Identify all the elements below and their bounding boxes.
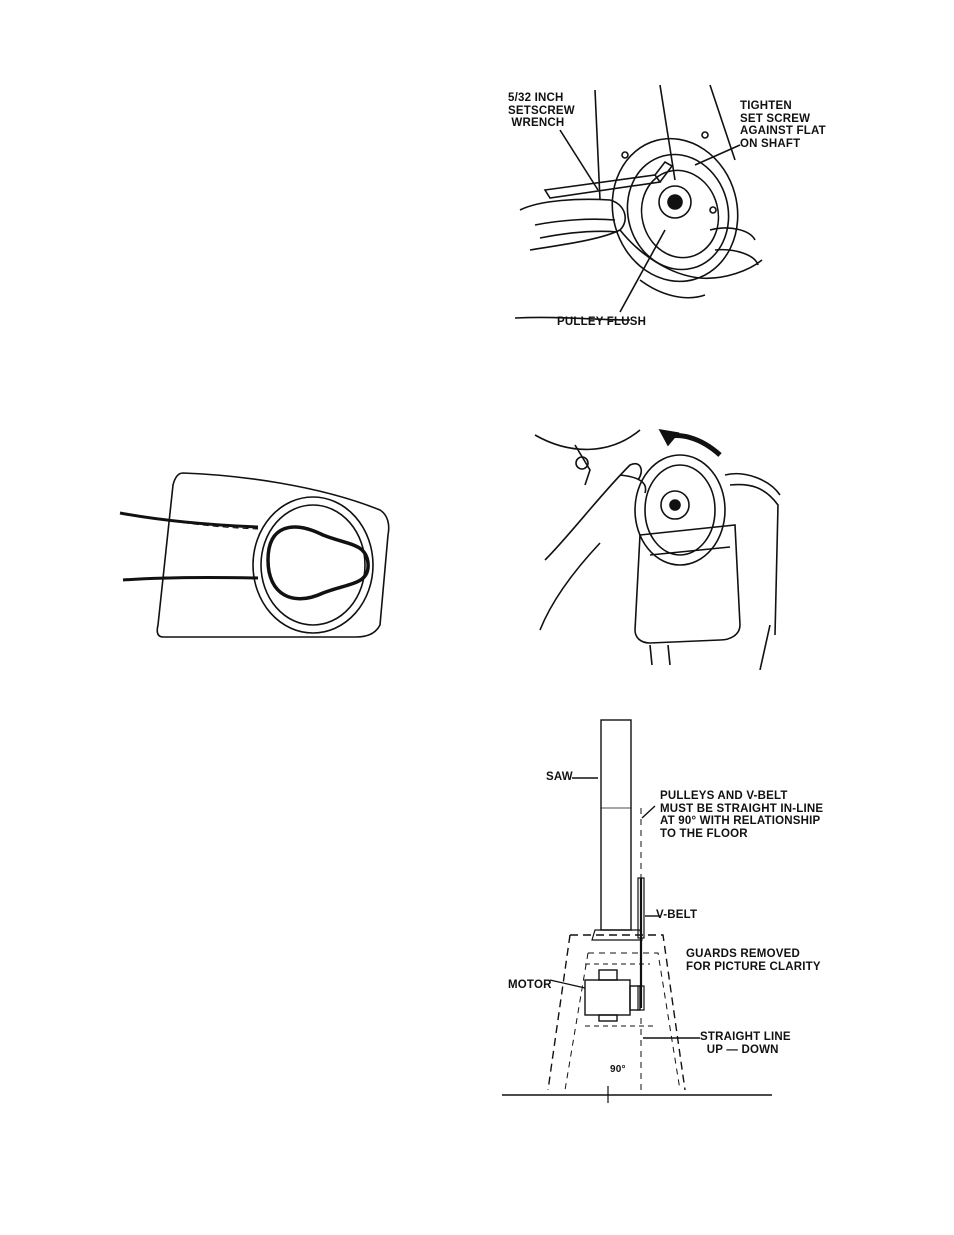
belt-guard-illustration [118, 465, 398, 645]
label-straight-line: STRAIGHT LINE UP — DOWN [700, 1031, 791, 1056]
label-saw: SAW [546, 771, 573, 783]
label-vbelt: V-BELT [656, 909, 698, 921]
belt-install-illustration [530, 425, 790, 670]
label-pulley-flush: PULLEY FLUSH [557, 316, 647, 328]
label-motor: MOTOR [508, 979, 552, 991]
belt-install-figure [530, 425, 790, 670]
label-guards-removed: GUARDS REMOVED FOR PICTURE CLARITY [686, 948, 821, 973]
label-pulleys-vbelt: PULLEYS AND V-BELT MUST BE STRAIGHT IN-LINE AT 90° WITH RELATIONSHIP TO THE FLOOR [660, 790, 824, 840]
motor-body [585, 980, 630, 1015]
belt-guard-figure [118, 465, 398, 645]
saw-column [601, 720, 631, 930]
label-setscrew-wrench: 5/32 INCH SETSCREW WRENCH [508, 92, 575, 129]
alignment-figure [500, 718, 845, 1103]
label-tighten-setscrew: TIGHTEN SET SCREW AGAINST FLAT ON SHAFT [740, 100, 826, 150]
label-90-degrees: 90° [610, 1064, 626, 1075]
pulley-setscrew-figure [500, 80, 840, 340]
